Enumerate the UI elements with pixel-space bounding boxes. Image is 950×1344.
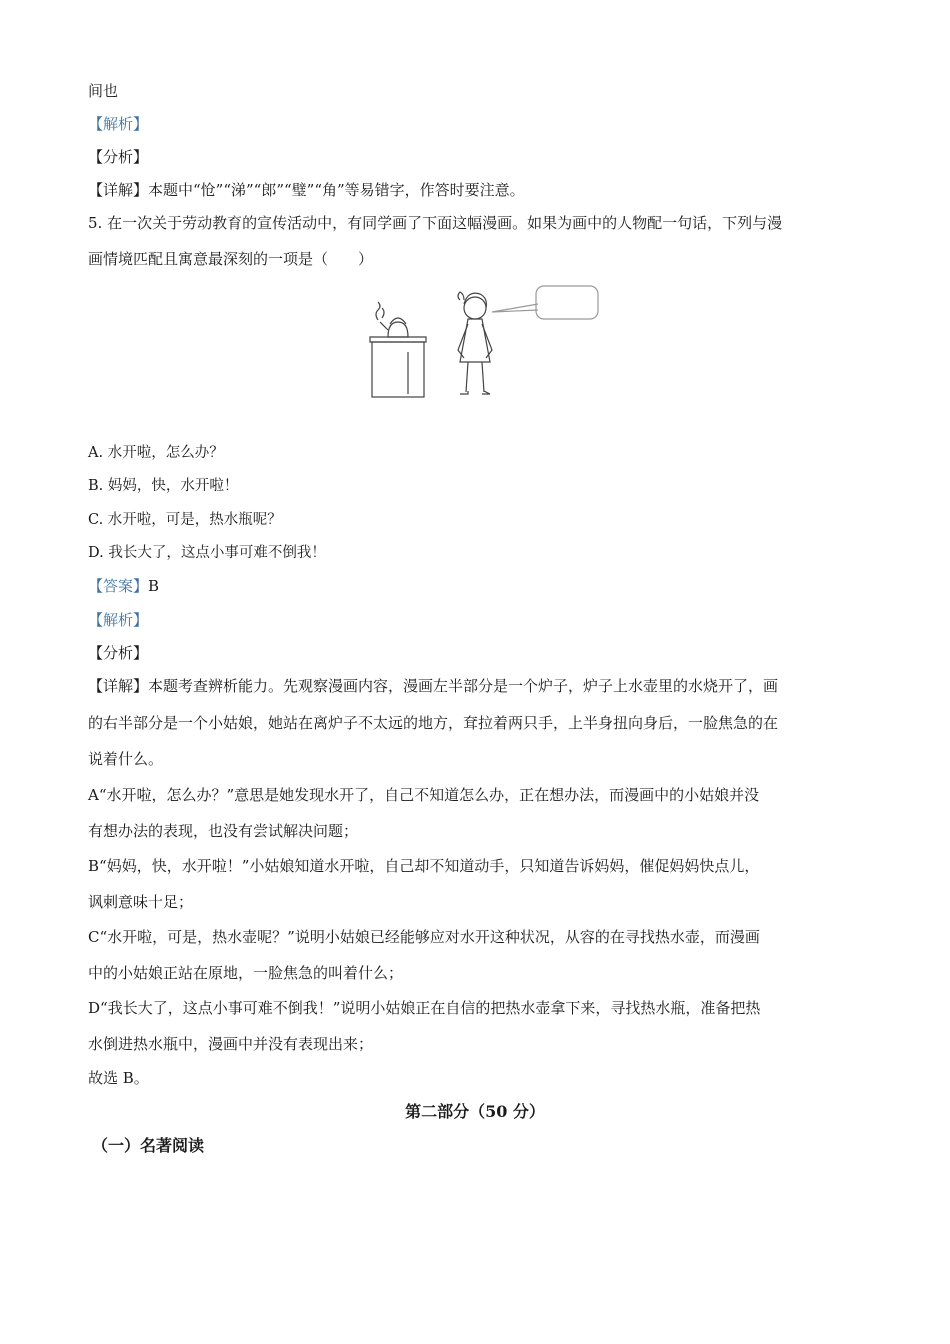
analysis-sub-label: 【分析】 bbox=[88, 148, 149, 166]
question-5-text: 5. 在一次关于劳动教育的宣传活动中，有同学画了下面这幅漫画。如果为画中的人物配一句话，下列与漫 bbox=[88, 214, 783, 232]
kettle-spout bbox=[380, 322, 388, 330]
girl-shoe-left bbox=[460, 391, 468, 394]
girl-arm-right bbox=[482, 324, 492, 358]
speech-bubble bbox=[536, 286, 598, 319]
section-heading-reading: （一）名著阅读 bbox=[92, 1136, 205, 1155]
text-line: 间也 bbox=[88, 82, 119, 100]
detail-paragraph: 【详解】本题考查辨析能力。先观察漫画内容，漫画左半部分是一个炉子，炉子上水壶里的水烧开了，画 bbox=[88, 677, 779, 695]
detail-paragraph: B“妈妈，快，水开啦！”小姑娘知道水开啦，自己却不知道动手，只知道告诉妈妈，催促妈妈快点儿， bbox=[88, 857, 760, 875]
girl-shoe-right bbox=[482, 391, 490, 394]
detail-paragraph: A“水开啦，怎么办？”意思是她发现水开了，自己不知道怎么办，正在想办法，而漫画中的小姑娘并没 bbox=[88, 786, 760, 804]
detail-paragraph: 【详解】本题中“怆”“涕”“郎”“璧”“角”等易错字，作答时要注意。 bbox=[88, 181, 525, 199]
answer-label: 【答案】 bbox=[88, 577, 149, 595]
detail-paragraph: C“水开啦，可是，热水壶呢？”说明小姑娘已经能够应对水开这种状况，从容的在寻找热水壶，而漫画 bbox=[88, 928, 760, 946]
girl-hair-bun bbox=[458, 292, 464, 300]
option-d: D. 我长大了，这点小事可难不倒我！ bbox=[88, 545, 326, 561]
detail-paragraph: 有想办法的表现，也没有尝试解决问题； bbox=[88, 822, 359, 840]
steam-shape bbox=[376, 302, 380, 320]
option-c: C. 水开啦，可是，热水瓶呢？ bbox=[88, 512, 282, 528]
analysis-sub-label: 【分析】 bbox=[88, 644, 149, 662]
question-5-text-cont: 画情境匹配且寓意最深刻的一项是（ ） bbox=[88, 250, 374, 268]
answer-value: B bbox=[148, 577, 160, 595]
girl-leg-right bbox=[482, 362, 484, 392]
girl-head bbox=[464, 297, 486, 319]
speech-bubble-tail bbox=[492, 304, 538, 312]
girl-leg-left bbox=[466, 362, 468, 392]
analysis-label: 【解析】 bbox=[88, 611, 149, 629]
detail-paragraph: 水倒进热水瓶中，漫画中并没有表现出来； bbox=[88, 1035, 374, 1053]
detail-paragraph: 说着什么。 bbox=[88, 750, 164, 768]
section-heading-part2: 第二部分（50 分） bbox=[405, 1102, 545, 1121]
option-b: B. 妈妈，快，水开啦！ bbox=[88, 478, 239, 494]
detail-paragraph: 故选 B。 bbox=[88, 1069, 149, 1087]
detail-paragraph: D“我长大了，这点小事可难不倒我！”说明小姑娘正在自信的把热水壶拿下来，寻找热水瓶，准备把热 bbox=[88, 999, 761, 1017]
girl-arm-left bbox=[458, 324, 468, 358]
stove-top bbox=[370, 337, 426, 342]
stove-shape bbox=[372, 342, 424, 397]
cartoon-illustration bbox=[360, 282, 605, 412]
detail-paragraph: 的右半部分是一个小姑娘，她站在离炉子不太远的地方，耷拉着两只手，上半身扭向身后，一脸焦急的在 bbox=[88, 714, 779, 732]
steam-shape bbox=[382, 308, 384, 318]
answer-line bbox=[88, 576, 159, 596]
detail-paragraph: 中的小姑娘正站在原地，一脸焦急的叫着什么； bbox=[88, 964, 404, 982]
detail-paragraph: 讽刺意味十足； bbox=[88, 893, 194, 911]
girl-dress bbox=[460, 319, 490, 362]
kettle-shape bbox=[388, 322, 408, 337]
option-a: A. 水开啦，怎么办？ bbox=[88, 445, 224, 461]
analysis-label: 【解析】 bbox=[88, 115, 149, 133]
